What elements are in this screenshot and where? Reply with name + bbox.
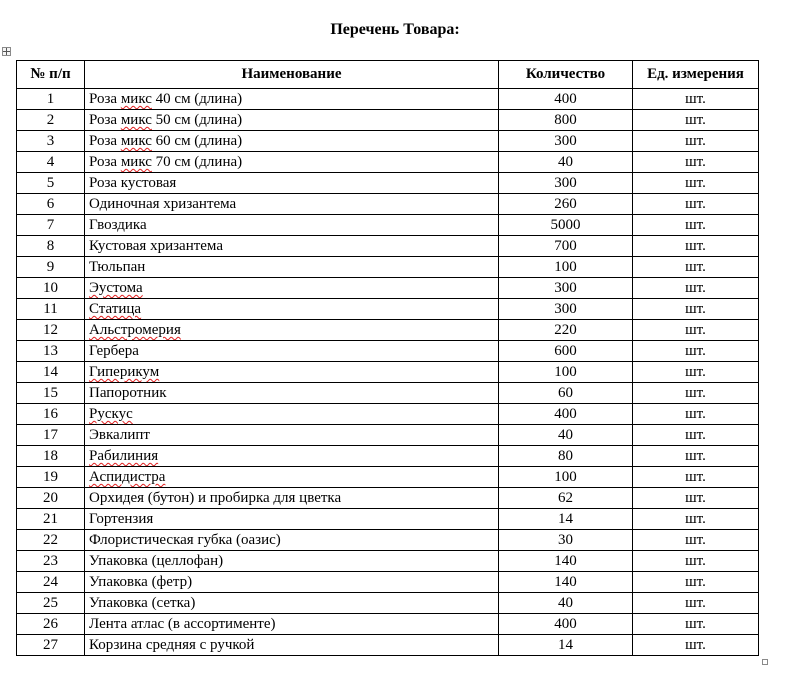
row-quantity: 30	[499, 530, 633, 551]
table-row	[17, 488, 759, 509]
table-row	[17, 278, 759, 299]
row-quantity: 5000	[499, 215, 633, 236]
row-unit: шт.	[633, 404, 759, 425]
spellcheck-marked-word: микс	[120, 154, 152, 170]
row-name-text: Упаковка (фетр)	[89, 574, 193, 590]
row-unit: шт.	[633, 341, 759, 362]
table-row	[17, 215, 759, 236]
table-row	[17, 131, 759, 152]
row-name-text: Роза	[89, 91, 121, 107]
row-name-text: Тюльпан	[89, 259, 146, 275]
row-quantity: 400	[499, 614, 633, 635]
table-row	[17, 530, 759, 551]
table-row	[17, 404, 759, 425]
row-unit: шт.	[633, 173, 759, 194]
row-quantity: 40	[499, 425, 633, 446]
row-number: 27	[17, 635, 85, 656]
row-quantity: 300	[499, 131, 633, 152]
row-name	[85, 425, 499, 446]
row-name-text: Орхидея (бутон) и пробирка для цветка	[89, 490, 342, 506]
spellcheck-marked-word: Статица	[89, 301, 142, 317]
spellcheck-marked-word: Рабилиния	[89, 448, 159, 464]
row-quantity: 220	[499, 320, 633, 341]
table-row	[17, 110, 759, 131]
spellcheck-marked-word: Гиперикум	[89, 364, 160, 380]
spellcheck-marked-word: Рускус	[89, 406, 133, 422]
row-name-text: Папоротник	[89, 385, 167, 401]
row-quantity: 100	[499, 362, 633, 383]
row-quantity: 600	[499, 341, 633, 362]
row-number: 14	[17, 362, 85, 383]
row-number: 26	[17, 614, 85, 635]
table-row	[17, 194, 759, 215]
row-name-text: Роза	[89, 154, 121, 170]
row-unit: шт.	[633, 215, 759, 236]
row-number: 21	[17, 509, 85, 530]
row-quantity: 400	[499, 89, 633, 110]
row-name	[85, 89, 499, 110]
row-number: 1	[17, 89, 85, 110]
row-number: 11	[17, 299, 85, 320]
row-number: 23	[17, 551, 85, 572]
table-row	[17, 467, 759, 488]
row-name	[85, 488, 499, 509]
header-qty: Количество	[499, 61, 633, 89]
row-number: 18	[17, 446, 85, 467]
row-unit: шт.	[633, 236, 759, 257]
row-quantity: 140	[499, 551, 633, 572]
table-row	[17, 593, 759, 614]
row-number: 13	[17, 341, 85, 362]
row-number: 17	[17, 425, 85, 446]
row-unit: шт.	[633, 551, 759, 572]
row-name	[85, 236, 499, 257]
row-name-text: Роза кустовая	[89, 175, 177, 191]
header-unit: Ед. измерения	[633, 61, 759, 89]
table-move-handle-icon[interactable]	[2, 47, 11, 56]
row-name	[85, 635, 499, 656]
row-name	[85, 131, 499, 152]
row-quantity: 40	[499, 152, 633, 173]
spellcheck-marked-word: микс	[120, 91, 152, 107]
row-name-text: Одиночная хризантема	[89, 196, 237, 212]
row-unit: шт.	[633, 509, 759, 530]
row-unit: шт.	[633, 89, 759, 110]
row-quantity: 14	[499, 509, 633, 530]
row-quantity: 62	[499, 488, 633, 509]
row-name-text-suffix: 70 см (длина)	[151, 154, 243, 170]
row-name-text: Упаковка (сетка)	[89, 595, 196, 611]
table-row	[17, 173, 759, 194]
spellcheck-marked-word: микс	[120, 112, 152, 128]
row-name-text-suffix: 40 см (длина)	[151, 91, 243, 107]
row-unit: шт.	[633, 614, 759, 635]
row-quantity: 700	[499, 236, 633, 257]
row-name	[85, 614, 499, 635]
row-name-text-suffix: 60 см (длина)	[151, 133, 243, 149]
row-name-text: Гвоздика	[89, 217, 147, 233]
row-quantity: 300	[499, 299, 633, 320]
table-row	[17, 509, 759, 530]
row-quantity: 400	[499, 404, 633, 425]
row-quantity: 800	[499, 110, 633, 131]
row-number: 5	[17, 173, 85, 194]
row-unit: шт.	[633, 320, 759, 341]
row-name-text: Упаковка (целлофан)	[89, 553, 224, 569]
row-unit: шт.	[633, 299, 759, 320]
row-unit: шт.	[633, 194, 759, 215]
row-name-text: Гербера	[89, 343, 139, 359]
row-name	[85, 509, 499, 530]
row-quantity: 80	[499, 446, 633, 467]
table-row	[17, 341, 759, 362]
table-row	[17, 446, 759, 467]
row-name-text-suffix: 50 см (длина)	[151, 112, 243, 128]
row-quantity: 60	[499, 383, 633, 404]
row-name	[85, 110, 499, 131]
table-row	[17, 635, 759, 656]
row-quantity: 40	[499, 593, 633, 614]
row-name	[85, 173, 499, 194]
table-row	[17, 383, 759, 404]
table-row	[17, 551, 759, 572]
row-quantity: 14	[499, 635, 633, 656]
table-row	[17, 425, 759, 446]
row-unit: шт.	[633, 467, 759, 488]
row-unit: шт.	[633, 110, 759, 131]
spellcheck-marked-word: Аспидистра	[89, 469, 166, 485]
row-name-text: Эвкалипт	[89, 427, 150, 443]
row-number: 10	[17, 278, 85, 299]
row-quantity: 100	[499, 257, 633, 278]
row-name	[85, 257, 499, 278]
spellcheck-marked-word: Альстромерия	[89, 322, 181, 338]
row-name	[85, 551, 499, 572]
row-number: 22	[17, 530, 85, 551]
table-row	[17, 236, 759, 257]
spellcheck-marked-word: Эустома	[89, 280, 143, 296]
table-resize-handle-icon[interactable]	[762, 659, 768, 665]
row-number: 20	[17, 488, 85, 509]
row-name-text: Гортензия	[89, 511, 154, 527]
document-title: Перечень Товара:	[330, 21, 460, 38]
row-name	[85, 572, 499, 593]
row-name-text: Кустовая хризантема	[89, 238, 223, 254]
row-quantity: 300	[499, 173, 633, 194]
row-number: 16	[17, 404, 85, 425]
spellcheck-marked-word: микс	[120, 133, 152, 149]
row-name	[85, 320, 499, 341]
row-number: 19	[17, 467, 85, 488]
row-name-text: Корзина средняя с ручкой	[89, 637, 255, 653]
row-unit: шт.	[633, 278, 759, 299]
row-unit: шт.	[633, 152, 759, 173]
row-number: 6	[17, 194, 85, 215]
table-row	[17, 299, 759, 320]
table-row	[17, 320, 759, 341]
row-number: 3	[17, 131, 85, 152]
row-name	[85, 278, 499, 299]
table-body	[17, 89, 759, 656]
table-row	[17, 89, 759, 110]
row-number: 15	[17, 383, 85, 404]
row-number: 25	[17, 593, 85, 614]
row-number: 2	[17, 110, 85, 131]
row-number: 7	[17, 215, 85, 236]
row-name	[85, 194, 499, 215]
row-quantity: 300	[499, 278, 633, 299]
row-name-text: Роза	[89, 133, 121, 149]
row-name	[85, 152, 499, 173]
row-name	[85, 362, 499, 383]
table-header-row	[17, 61, 759, 89]
table-row	[17, 572, 759, 593]
row-name	[85, 530, 499, 551]
row-unit: шт.	[633, 362, 759, 383]
row-unit: шт.	[633, 593, 759, 614]
row-name	[85, 446, 499, 467]
row-unit: шт.	[633, 131, 759, 152]
row-quantity: 260	[499, 194, 633, 215]
row-name	[85, 404, 499, 425]
table-row	[17, 614, 759, 635]
row-number: 4	[17, 152, 85, 173]
row-name	[85, 299, 499, 320]
table-row	[17, 362, 759, 383]
row-unit: шт.	[633, 446, 759, 467]
row-name-text: Роза	[89, 112, 121, 128]
header-name: Наименование	[85, 61, 499, 89]
row-name	[85, 593, 499, 614]
row-name-text: Флористическая губка (оазис)	[89, 532, 281, 548]
row-unit: шт.	[633, 488, 759, 509]
row-name	[85, 341, 499, 362]
row-unit: шт.	[633, 572, 759, 593]
row-quantity: 140	[499, 572, 633, 593]
table-row	[17, 152, 759, 173]
row-number: 12	[17, 320, 85, 341]
row-unit: шт.	[633, 635, 759, 656]
goods-table	[16, 60, 759, 656]
row-unit: шт.	[633, 383, 759, 404]
row-name	[85, 467, 499, 488]
header-num: № п/п	[17, 61, 85, 89]
row-unit: шт.	[633, 425, 759, 446]
row-quantity: 100	[499, 467, 633, 488]
row-name-text: Лента атлас (в ассортименте)	[89, 616, 276, 632]
row-name	[85, 215, 499, 236]
row-unit: шт.	[633, 530, 759, 551]
row-name	[85, 383, 499, 404]
row-number: 24	[17, 572, 85, 593]
table-row	[17, 257, 759, 278]
row-unit: шт.	[633, 257, 759, 278]
row-number: 9	[17, 257, 85, 278]
row-number: 8	[17, 236, 85, 257]
